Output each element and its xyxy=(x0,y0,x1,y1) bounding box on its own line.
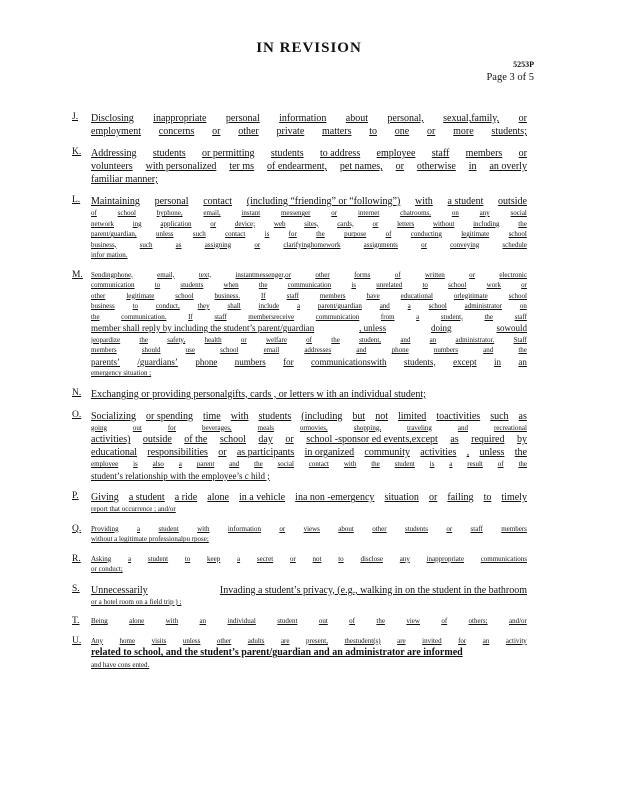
item-text-line: report that occurrence ; and/or xyxy=(91,505,176,514)
item-label: P. xyxy=(72,491,79,502)
item-label: L. xyxy=(72,195,81,205)
list-item xyxy=(72,112,527,138)
item-text-line: or a hotel room on a field trip ) ; xyxy=(91,597,182,606)
item-label: Q. xyxy=(72,523,82,534)
item-text-line: Asking a student to keep a secret or not to disclose any inappropriate communications xyxy=(91,554,527,563)
list-item xyxy=(72,195,527,261)
item-text-line: parent/guardian, unless such contact is for the purpose of conducting legitimate school xyxy=(91,230,527,238)
item-text-line: volunteers with personalized ter ms of endearment, pet names, or otherwise in an overly xyxy=(91,161,527,172)
item-text-line: infor mation. xyxy=(91,251,128,259)
item-text-line: Exchanging or providing personalgifts, cards , or letters w ith an individual student; xyxy=(91,388,426,400)
item-label: U. xyxy=(72,635,82,646)
list-item xyxy=(72,616,527,627)
item-text-line: employment concerns or other private matters to one or more students; xyxy=(91,126,527,137)
list-item xyxy=(72,636,527,671)
item-text-line: network ing application or device; web sites, cards, or letters without including the xyxy=(91,219,527,228)
item-text-line: members should use school email addresses and phone numbers and the xyxy=(91,346,527,355)
item-text-line: related to school, and the student’s parent/guardian and an administrator are informed xyxy=(91,647,463,659)
list-item xyxy=(72,491,527,515)
item-text-line: activities) outside of the school day or school -sponsor ed events,except as required by xyxy=(91,434,527,446)
item-text-line: educational responsibilities or as participants in organized community activities , unless the xyxy=(91,447,527,459)
item-label: O. xyxy=(72,409,82,420)
item-text-line: member shall reply by including the student’s parent/guardian , unless doing sowould xyxy=(91,323,527,333)
item-label: M. xyxy=(72,269,83,280)
item-text-line: Socializing or spending time with students (including but not limited toactivities such as xyxy=(91,410,527,422)
item-text-line: other legitimate school business. If staff members have educational orlegitimate school xyxy=(91,291,527,300)
item-text-line: parents’ /guardians’ phone numbers for communicationswith students, except in an xyxy=(91,356,527,367)
item-text-line: employee is also a parent and the social contact with the student is a result of the xyxy=(91,460,527,469)
list-item xyxy=(72,524,527,545)
item-text-line: business to conduct, they shall include a parent/guardian and a school administrator on xyxy=(91,302,527,310)
item-text-line: Disclosing inappropriate personal information about personal, sexual,family, or xyxy=(91,113,527,124)
list-item xyxy=(72,554,527,575)
item-label: T. xyxy=(72,616,80,627)
item-text-line: Giving a student a ride alone in a vehicle ina non -emergency situation or failing to timely xyxy=(91,492,527,504)
prohibited-conduct-list xyxy=(72,112,527,679)
item-text-line: Providing a student with information or views about other students or staff members xyxy=(91,524,527,533)
page-number: Page 3 of 5 xyxy=(486,72,534,83)
list-item xyxy=(72,388,527,401)
item-text-line: communication to students when the communication is unrelated to school work or xyxy=(91,281,527,289)
item-text-line: Being alone with an individual student out of the view of others; and/or xyxy=(91,617,527,626)
item-label: J. xyxy=(72,112,79,122)
item-text-line: Sendingphone, email, text, instantmessenger,or other forms of written or electronic xyxy=(91,270,527,279)
item-text-line: or conduct; xyxy=(91,565,123,574)
policy-code: 5253P xyxy=(513,60,534,69)
document-title: IN REVISION xyxy=(256,40,362,56)
item-text-line: familiar manner; xyxy=(91,174,158,185)
item-text-line: Maintaining personal contact (including “friending” or “following”) with a student outside xyxy=(91,196,527,207)
item-label: K. xyxy=(72,147,82,157)
list-item xyxy=(72,584,527,608)
item-text-line: the communication. If staff membersreceive communication from a student, the staff xyxy=(91,312,527,321)
list-item xyxy=(72,147,527,186)
item-label: S. xyxy=(72,583,80,594)
item-text-line: Addressing students or permitting students to address employee staff members or xyxy=(91,148,527,159)
list-item xyxy=(72,270,527,379)
item-text-line: emergency situation ; xyxy=(91,369,152,378)
item-text-line: student’s relationship with the employee’s c hild ; xyxy=(91,470,270,481)
item-text-line: Unnecessarily Invading a student’s privacy, (e.g., walking in on the student in the bathroom xyxy=(91,584,527,596)
item-text-line: going out for beverages, meals ormovies, shopping, traveling and recreational xyxy=(91,423,527,432)
item-text-line: Any home visits unless other adults are present, thestudent(s) are invited for an activity xyxy=(91,636,527,645)
item-label: R. xyxy=(72,553,81,564)
item-text-line: without a legitimate professionalpu rpose; xyxy=(91,535,209,544)
item-text-line: of school byphone, email, instant messenger or internet chatrooms, on any social xyxy=(91,209,527,217)
item-text-line: jeopardize the safety, health or welfare of the student, and an administrator. Staff xyxy=(91,335,527,344)
item-label: N. xyxy=(72,387,82,398)
item-text-line: business, such as assigning or clarifyinghomework assignments or conveying schedule xyxy=(91,240,527,249)
list-item xyxy=(72,410,527,483)
item-text-line: and have cons ented. xyxy=(91,660,150,669)
